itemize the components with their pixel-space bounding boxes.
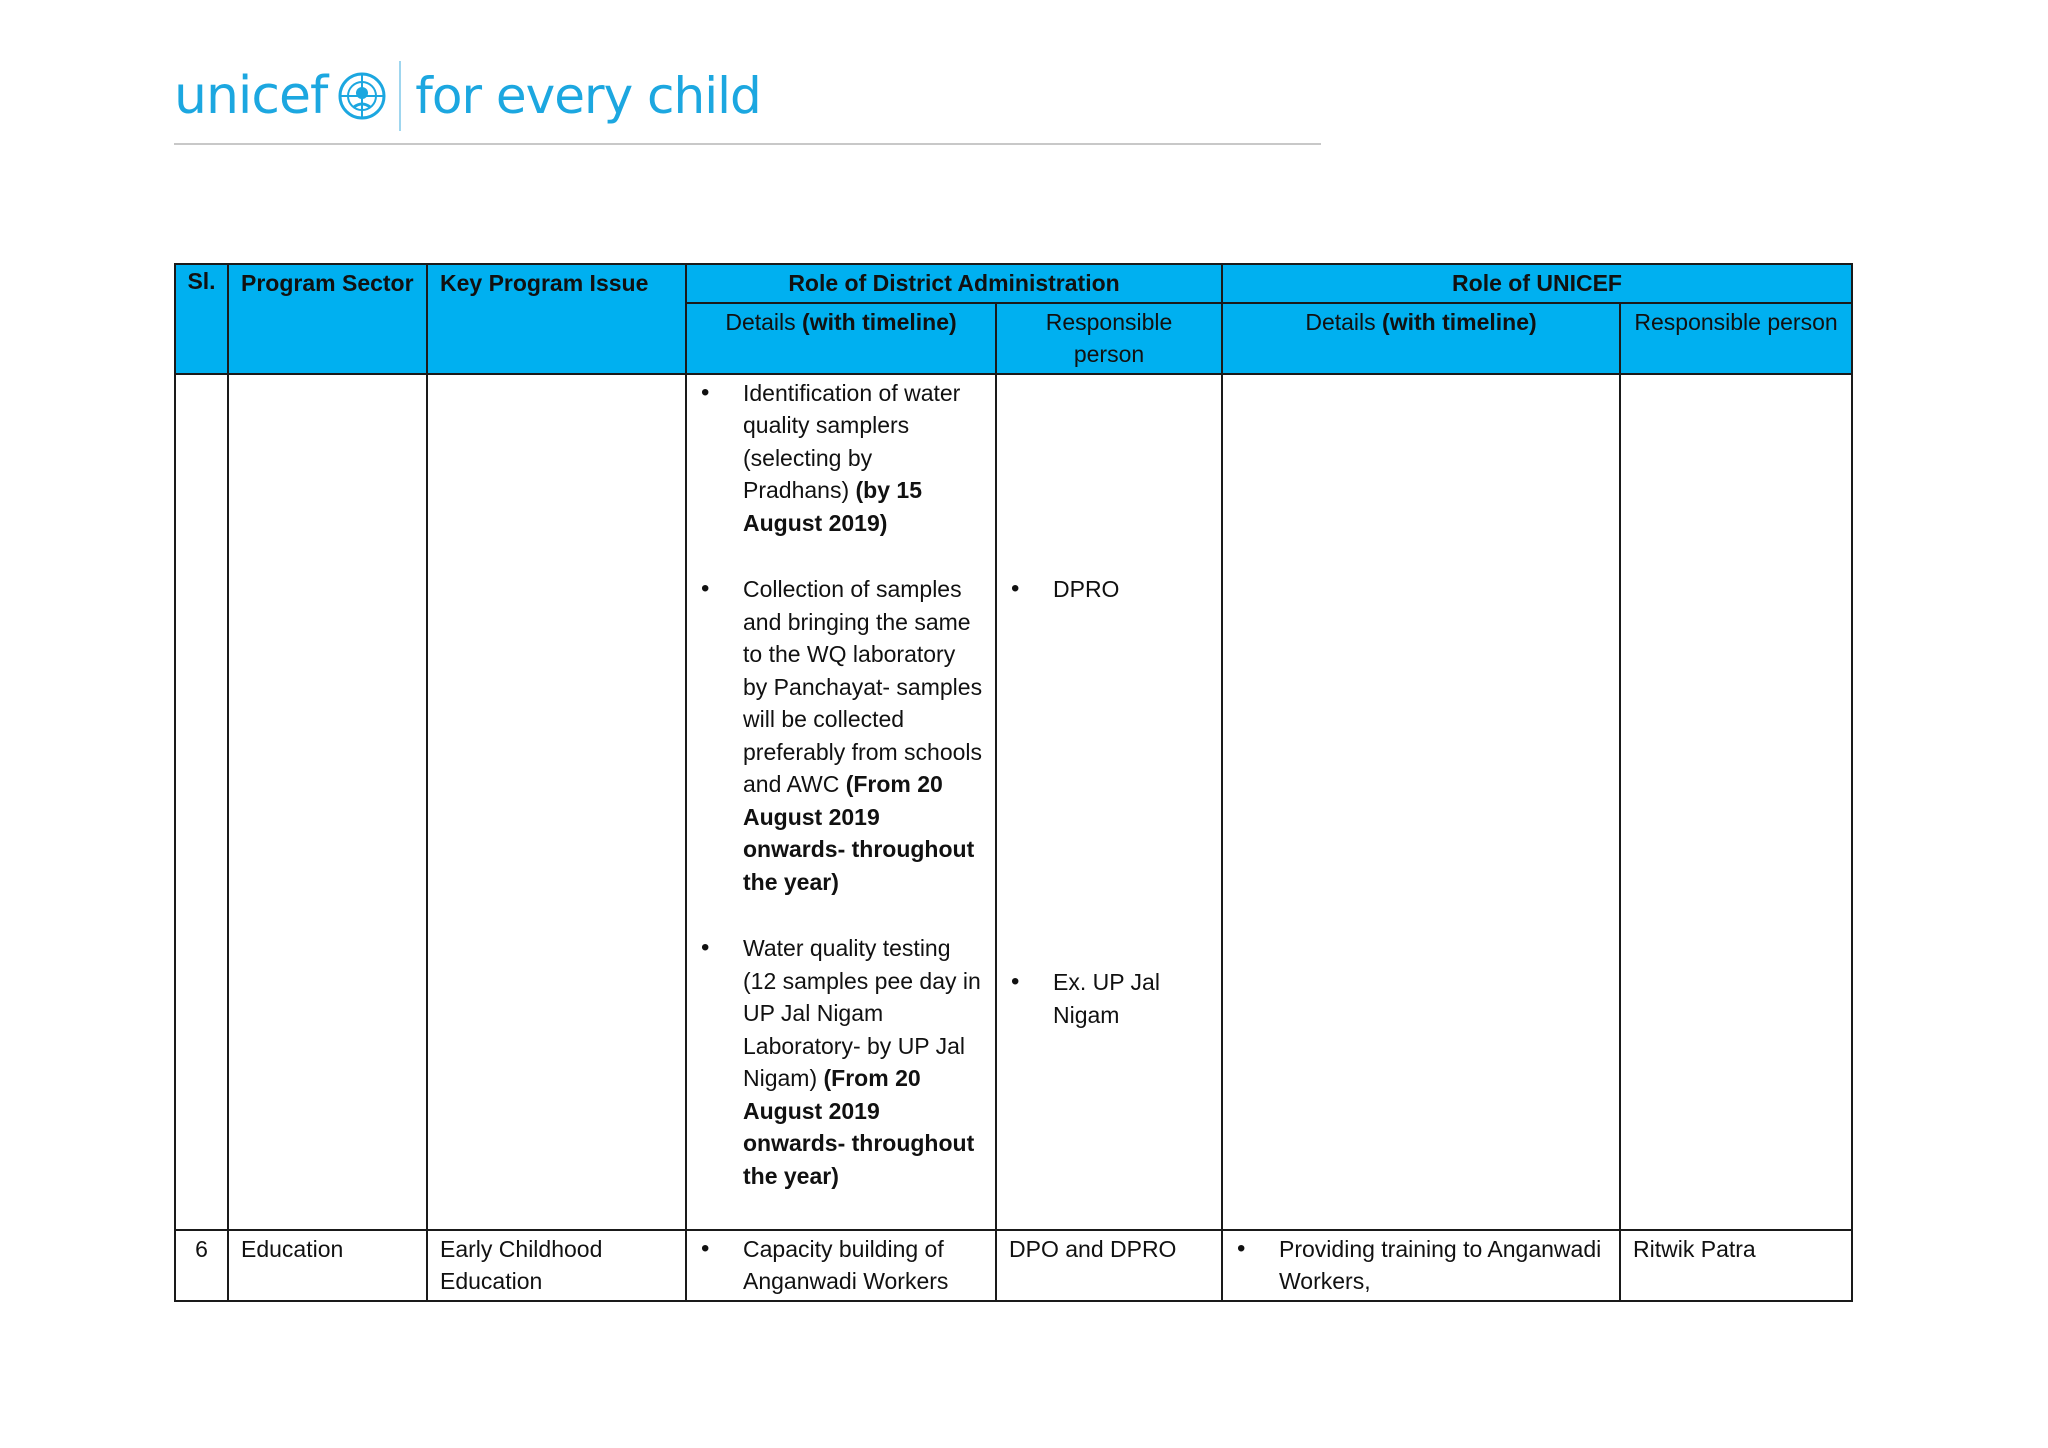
cell-program-sector: Education <box>228 1230 427 1301</box>
logo-tagline: for every child <box>415 67 761 125</box>
cell-key-issue: Early Childhood Education <box>427 1230 686 1301</box>
details-timeline-label: (with timeline) <box>1382 308 1537 335</box>
header-role-district: Role of District Administration <box>686 264 1222 303</box>
subheader-district-details <box>686 303 996 374</box>
cell-district-responsible: DPO and DPRO <box>996 1230 1222 1301</box>
list-item: • Identification of water quality samplers (selecting by Pradhans) (by 15 August 2019) <box>743 377 983 540</box>
cell-district-details <box>686 374 996 1230</box>
subheader-district-responsible: Responsible person <box>996 303 1222 374</box>
list-item: • Capacity building of Anganwadi Workers <box>743 1233 983 1298</box>
header-divider <box>174 143 1321 145</box>
details-label: Details <box>725 308 803 335</box>
list-item: • DPRO <box>1053 573 1209 606</box>
table-row <box>175 374 1852 1230</box>
header-key-program-issue: Key Program Issue <box>427 264 686 374</box>
unicef-details-list <box>1235 1233 1607 1298</box>
list-item: • Ex. UP Jal Nigam <box>1053 966 1209 1031</box>
subheader-unicef-details <box>1222 303 1620 374</box>
cell-unicef-details <box>1222 374 1620 1230</box>
district-responsible-list <box>1009 573 1209 1032</box>
district-details-list <box>699 1233 983 1298</box>
details-timeline-label: (with timeline) <box>802 308 957 335</box>
cell-unicef-responsible: Ritwik Patra <box>1620 1230 1852 1301</box>
program-plan-table <box>174 263 1853 1302</box>
details-label: Details <box>1305 308 1383 335</box>
list-item: • Water quality testing (12 samples pee day in UP Jal Nigam Laboratory- by UP Jal Nigam) (From 20 August 2019 onwards- throughout the year) <box>743 932 983 1192</box>
cell-sl <box>175 374 228 1230</box>
list-item: • Providing training to Anganwadi Workers, <box>1279 1233 1607 1298</box>
logo-separator <box>399 61 401 131</box>
table-row <box>175 1230 1852 1301</box>
district-details-list <box>699 377 983 1193</box>
header-program-sector: Program Sector <box>228 264 427 374</box>
subheader-unicef-responsible: Responsible person <box>1620 303 1852 374</box>
cell-sl: 6 <box>175 1230 228 1301</box>
logo-wordmark: unicef <box>174 66 328 126</box>
cell-program-sector <box>228 374 427 1230</box>
unicef-logo <box>174 58 761 134</box>
cell-unicef-responsible <box>1620 374 1852 1230</box>
table-header-row <box>175 264 1852 303</box>
list-item: • Collection of samples and bringing the same to the WQ laboratory by Panchayat- samples will be collected preferably from schools and AWC (From 20 August 2019 onwards- throughout the year) <box>743 573 983 898</box>
header-role-unicef: Role of UNICEF <box>1222 264 1852 303</box>
cell-district-details <box>686 1230 996 1301</box>
cell-unicef-details <box>1222 1230 1620 1301</box>
cell-key-issue <box>427 374 686 1230</box>
header-sl: Sl. <box>175 264 228 374</box>
un-globe-emblem-icon <box>337 71 387 121</box>
cell-district-responsible <box>996 374 1222 1230</box>
